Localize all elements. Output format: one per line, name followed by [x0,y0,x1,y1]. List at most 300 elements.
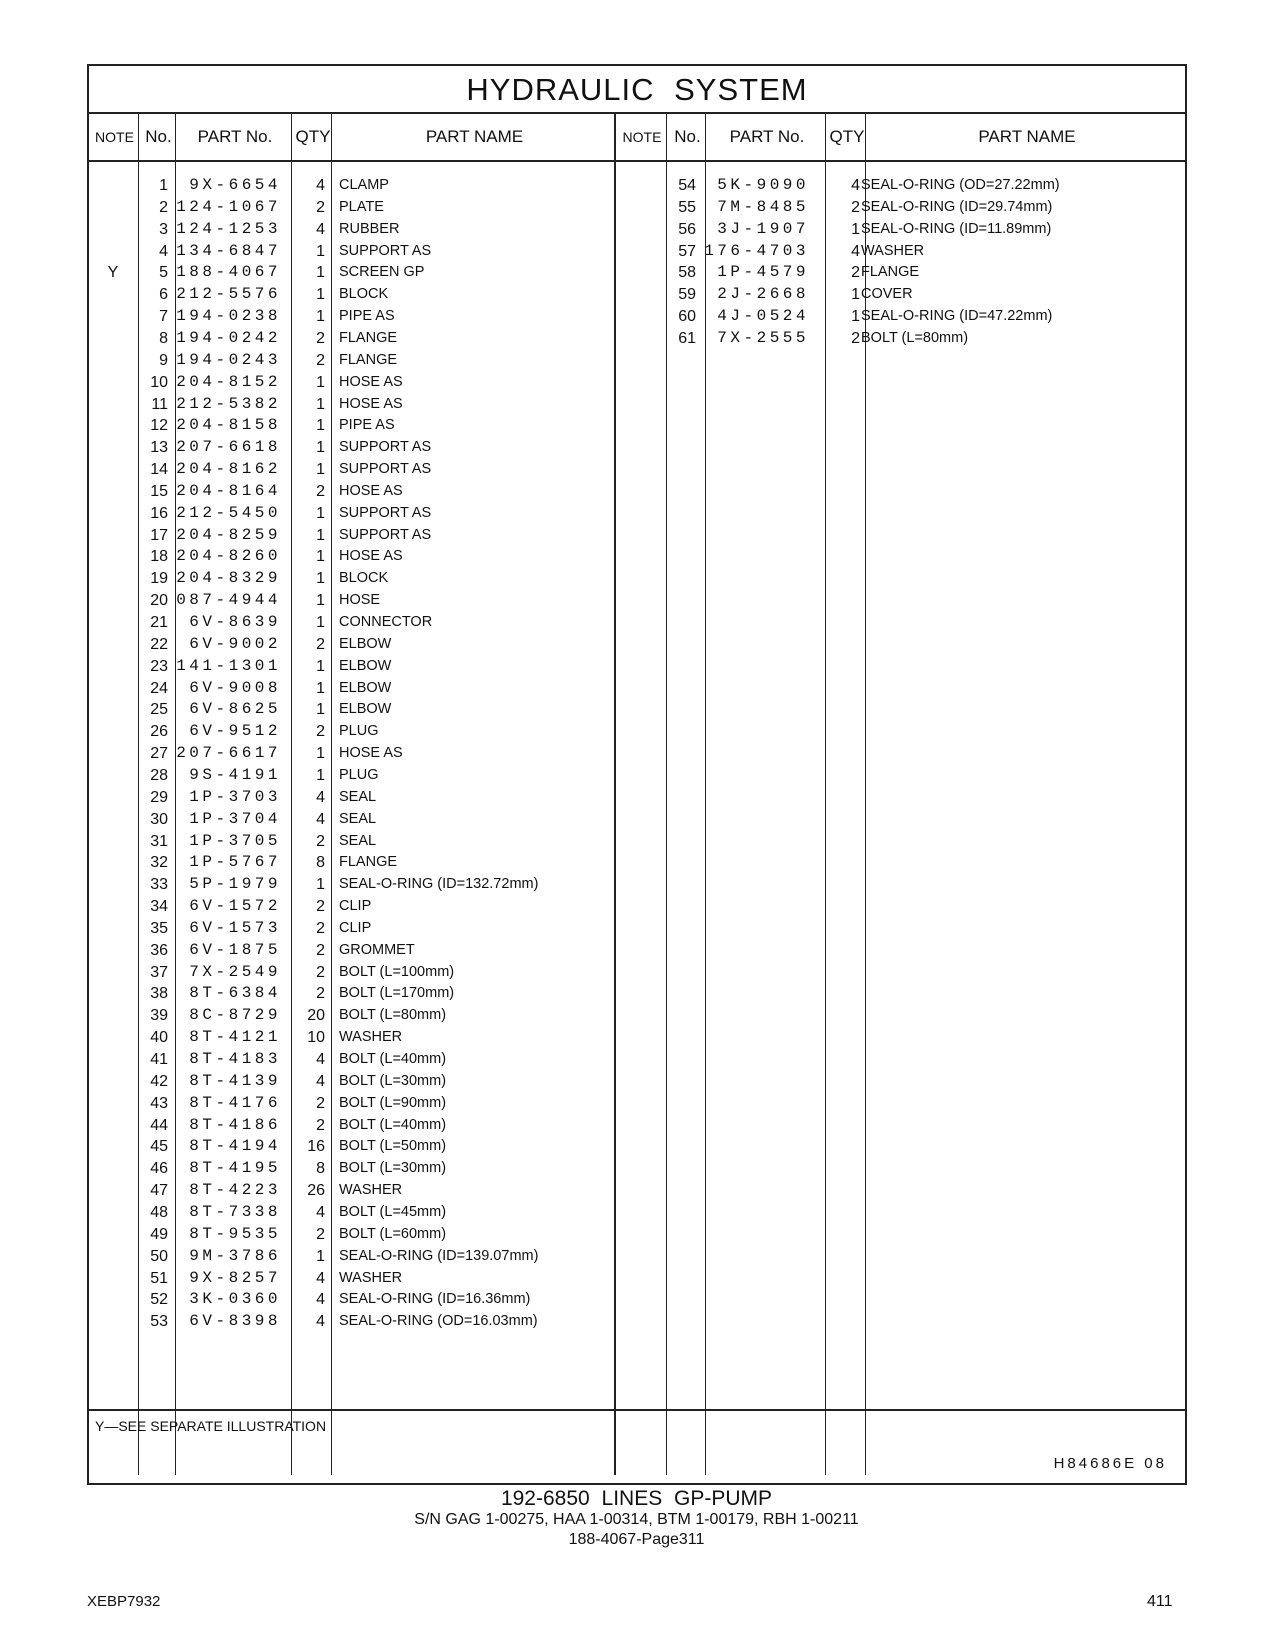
row-quantity: 1 [851,220,860,238]
row-quantity: 26 [307,1182,325,1200]
row-note [93,1092,133,1115]
row-item-number: 43 [150,1094,168,1112]
row-note [621,283,661,306]
row-part-number: 8T-4176 [189,1093,281,1112]
row-item-number: 16 [150,504,168,522]
row-part-name: GROMMET [339,941,415,958]
table-row [89,655,1185,678]
table-row [89,1157,1185,1180]
header-name-right: PART NAME [978,127,1076,146]
row-note [93,917,133,940]
table-row [89,1070,1185,1093]
row-quantity: 4 [316,1051,325,1068]
row-part-name: BOLT (L=40mm) [339,1051,447,1067]
row-quantity: 2 [316,985,325,1003]
row-item-number: 7 [159,308,168,326]
table-row [89,327,1185,350]
row-note [93,961,133,984]
row-item-number: 36 [150,941,168,959]
row-item-number: 13 [150,439,168,457]
row-item-number: 52 [150,1291,168,1309]
row-item-number: 39 [150,1007,168,1025]
row-item-number: 55 [678,198,696,216]
table-row [89,480,1185,503]
row-note [93,1201,133,1224]
row-note [93,1179,133,1202]
row-part-name: BLOCK [339,286,389,303]
row-item-number: 35 [150,919,168,937]
row-part-name: CLIP [339,898,372,915]
row-item-number: 21 [150,614,168,631]
row-part-number: 9X-6654 [189,176,281,194]
table-row [89,1201,1185,1224]
row-part-number: 212-5382 [176,394,281,413]
row-item-number: 56 [678,220,696,238]
row-part-name: SUPPORT AS [339,504,432,521]
row-quantity: 4 [316,810,325,828]
row-part-name: WASHER [339,1029,403,1046]
row-quantity: 1 [316,395,325,413]
row-part-name: SEAL [339,832,377,849]
row-part-name: COVER [861,286,913,303]
table-row [89,1114,1185,1137]
row-quantity: 1 [316,766,325,784]
table-row [89,240,1185,263]
row-note [93,1114,133,1137]
row-note [93,545,133,568]
row-part-name: CONNECTOR [339,614,433,630]
row-quantity: 1 [316,701,325,719]
row-note [93,698,133,721]
row-part-name: WASHER [861,242,925,259]
table-row [89,371,1185,394]
row-note [93,830,133,853]
row-item-number: 38 [150,985,168,1003]
row-part-number: 8C-8729 [189,1006,281,1025]
row-item-number: 49 [150,1225,168,1243]
row-item-number: 53 [150,1313,168,1331]
row-quantity: 2 [316,941,325,959]
row-item-number: 51 [150,1269,168,1287]
table-row [89,611,1185,634]
row-part-number: 6V-8398 [189,1312,281,1331]
row-part-name: BOLT (L=80mm) [339,1007,447,1024]
row-note [621,196,661,219]
table-row [89,1092,1185,1115]
table-row [89,742,1185,765]
row-note [93,786,133,809]
table-title: HYDRAULIC SYSTEM [89,66,1185,114]
row-note [93,611,133,634]
table-row [89,720,1185,743]
row-item-number: 60 [678,308,696,326]
table-row [89,830,1185,853]
row-note [93,1135,133,1158]
row-part-name: SEAL-O-RING (OD=27.22mm) [861,177,1060,193]
row-item-number: 9 [159,351,168,369]
row-note: Y [107,264,119,282]
row-item-number: 42 [150,1072,168,1090]
row-part-number: 8T-9535 [189,1224,281,1243]
row-item-number: 61 [678,329,696,347]
row-part-number: 087-4944 [176,591,281,610]
row-item-number: 19 [150,570,168,588]
row-part-number: 8T-4186 [189,1115,281,1134]
table-row [89,698,1185,721]
row-part-name: RUBBER [339,220,400,237]
row-item-number: 54 [678,177,696,194]
row-item-number: 14 [150,461,168,479]
row-part-name: PLUG [339,766,379,783]
table-row [89,545,1185,568]
row-item-number: 47 [150,1182,168,1200]
row-quantity: 4 [316,220,325,238]
row-note [93,1223,133,1246]
header-part-right: PART No. [729,127,805,146]
page-number: 411 [1147,1593,1173,1610]
row-quantity: 10 [307,1029,325,1047]
row-quantity: 8 [316,854,325,872]
row-part-name: HOSE AS [339,482,403,499]
table-row [89,458,1185,481]
row-quantity: 2 [316,723,325,741]
row-item-number: 32 [150,854,168,872]
table-row [89,349,1185,372]
row-item-number: 45 [150,1138,168,1156]
row-part-name: SEAL [339,788,377,805]
row-note [93,349,133,372]
row-quantity: 1 [316,679,325,697]
row-part-name: SCREEN GP [339,264,425,281]
row-part-name: SUPPORT AS [339,461,432,478]
row-part-name: HOSE AS [339,745,403,762]
row-part-name: ELBOW [339,635,392,652]
row-note [93,524,133,547]
row-part-number: 141-1301 [176,656,281,675]
row-note [93,808,133,831]
row-item-number: 31 [150,832,168,850]
row-part-number: 6V-8625 [189,700,281,719]
row-part-name: BOLT (L=50mm) [339,1138,447,1155]
row-quantity: 4 [316,177,325,194]
row-quantity: 1 [316,1247,325,1265]
row-quantity: 2 [316,198,325,216]
row-part-number: 8T-4183 [189,1050,281,1068]
row-note [93,458,133,481]
row-item-number: 22 [150,635,168,653]
row-part-number: 207-6618 [176,438,281,457]
page-reference: 188-4067-Page311 [568,1531,705,1548]
row-part-name: PLATE [339,198,384,215]
row-part-name: FLANGE [339,329,398,346]
group-caption: 192-6850 LINES GP-PUMP [500,1487,773,1510]
row-item-number: 1 [159,177,168,194]
row-note [93,895,133,918]
row-quantity: 1 [316,592,325,610]
row-part-number: 204-8164 [176,481,281,500]
row-part-number: 212-5450 [176,503,281,522]
row-item-number: 41 [150,1051,168,1068]
row-part-name: WASHER [339,1182,403,1199]
row-note [93,851,133,874]
row-part-number: 1P-4579 [717,263,809,282]
row-item-number: 8 [159,329,168,347]
row-item-number: 46 [150,1160,168,1178]
row-part-number: 3K-0360 [189,1290,281,1309]
row-note [93,677,133,700]
table-row [89,786,1185,809]
row-note [93,742,133,765]
row-quantity: 2 [316,351,325,369]
row-part-number: 212-5576 [176,285,281,304]
row-note [621,305,661,328]
row-item-number: 48 [150,1203,168,1221]
row-part-number: 194-0242 [176,328,281,347]
row-note [621,240,661,263]
table-row [89,524,1185,547]
row-part-number: 6V-9002 [189,634,281,653]
row-item-number: 25 [150,701,168,719]
row-part-number: 9M-3786 [189,1246,281,1265]
row-item-number: 33 [150,876,168,894]
row-item-number: 28 [150,766,168,784]
table-row [89,1048,1185,1071]
header-qty-left: QTY [295,127,331,146]
header-qty-right: QTY [829,127,865,146]
row-part-number: 8T-4121 [189,1028,281,1047]
row-note [93,764,133,787]
row-quantity: 16 [307,1138,325,1156]
row-part-number: 6V-9008 [189,678,281,697]
row-part-name: BOLT (L=170mm) [339,985,455,1002]
row-part-name: SEAL-O-RING (OD=16.03mm) [339,1313,538,1330]
row-part-number: 5P-1979 [189,875,281,894]
row-item-number: 18 [150,548,168,566]
row-quantity: 4 [316,1203,325,1221]
row-quantity: 4 [316,1313,325,1331]
row-quantity: 1 [316,286,325,304]
row-quantity: 1 [851,308,860,326]
row-item-number: 5 [159,264,168,282]
row-part-name: SUPPORT AS [339,242,432,259]
row-item-number: 44 [150,1116,168,1134]
row-part-name: ELBOW [339,701,392,718]
header-part-left: PART No. [197,127,273,146]
row-quantity: 4 [316,1269,325,1287]
row-part-number: 1P-3703 [189,787,281,806]
row-part-name: PIPE AS [339,417,395,434]
table-row [89,961,1185,984]
row-quantity: 4 [316,1072,325,1090]
row-note [93,1048,133,1071]
row-note [621,218,661,241]
row-quantity: 1 [851,286,860,304]
table-row [89,808,1185,831]
row-item-number: 4 [159,242,168,260]
row-quantity: 2 [316,1225,325,1243]
row-item-number: 10 [150,373,168,391]
row-part-number: 1P-5767 [189,853,281,872]
row-quantity: 4 [851,177,860,194]
row-item-number: 59 [678,286,696,304]
row-quantity: 1 [316,657,325,675]
table-row [89,393,1185,416]
row-quantity: 2 [316,329,325,347]
row-part-name: WASHER [339,1269,403,1286]
table-row [89,982,1185,1005]
row-part-number: 6V-9512 [189,722,281,741]
parts-table-frame [87,64,1187,1485]
row-quantity: 2 [851,264,860,282]
row-part-name: CLIP [339,919,372,936]
row-part-name: CLAMP [339,177,389,193]
header-no-right: No. [674,127,701,146]
table-row [89,917,1185,940]
table-header [89,114,1185,162]
row-part-number: 7X-2555 [717,328,809,347]
row-quantity: 1 [316,373,325,391]
table-row [89,873,1185,896]
row-part-number: 204-8329 [176,569,281,588]
table-row [89,305,1185,328]
row-note [93,655,133,678]
row-part-name: FLANGE [339,854,398,871]
row-quantity: 4 [316,1291,325,1309]
footer-separator [89,1409,1185,1411]
row-part-name: PIPE AS [339,308,395,325]
row-note [93,1288,133,1311]
row-part-number: 6V-1572 [189,897,281,916]
row-quantity: 1 [316,876,325,894]
row-part-name: BOLT (L=80mm) [861,329,969,346]
row-quantity: 2 [316,1094,325,1112]
row-item-number: 58 [678,264,696,282]
row-part-number: 6V-8639 [189,613,281,631]
row-note [93,1245,133,1268]
row-part-number: 207-6617 [176,744,281,763]
row-quantity: 2 [851,198,860,216]
row-part-number: 8T-4139 [189,1071,281,1090]
row-part-number: 176-4703 [704,241,809,260]
header-note-right: NOTE [622,129,662,145]
row-quantity: 1 [316,614,325,631]
row-quantity: 1 [316,242,325,260]
row-note [93,633,133,656]
note-legend: Y—SEE SEPARATE ILLUSTRATION [95,1418,327,1434]
row-quantity: 2 [316,635,325,653]
row-item-number: 29 [150,788,168,806]
row-part-number: 9X-8257 [189,1268,281,1287]
table-row [89,851,1185,874]
table-row [89,1026,1185,1049]
table-row [89,436,1185,459]
table-row [89,218,1185,241]
table-row [89,633,1185,656]
row-note [93,1157,133,1180]
row-part-number: 1P-3704 [189,809,281,828]
row-part-name: BOLT (L=45mm) [339,1203,447,1220]
row-part-number: 6V-1573 [189,918,281,937]
row-quantity: 1 [316,504,325,522]
row-quantity: 20 [307,1007,325,1025]
row-item-number: 6 [159,286,168,304]
row-part-number: 194-0243 [176,350,281,369]
row-part-number: 204-8158 [176,416,281,435]
row-part-name: FLANGE [861,264,920,281]
row-part-name: BOLT (L=30mm) [339,1072,447,1089]
row-part-number: 8T-7338 [189,1202,281,1221]
row-note [93,720,133,743]
row-quantity: 2 [316,482,325,500]
row-note [621,174,661,197]
row-part-name: BOLT (L=30mm) [339,1160,447,1177]
row-note [93,1004,133,1027]
row-part-name: SEAL-O-RING (ID=47.22mm) [861,308,1053,325]
row-part-name: BLOCK [339,570,389,587]
row-note [93,1070,133,1093]
table-row [89,1179,1185,1202]
table-row [89,174,1185,197]
row-part-number: 188-4067 [176,263,281,282]
table-row [89,414,1185,437]
row-part-number: 7M-8485 [717,197,809,216]
row-part-name: SEAL-O-RING (ID=16.36mm) [339,1291,531,1308]
row-part-name: BOLT (L=40mm) [339,1116,447,1133]
row-note [93,589,133,612]
table-row [89,1245,1185,1268]
row-quantity: 1 [316,570,325,588]
table-row [89,589,1185,612]
row-part-number: 5K-9090 [717,176,809,194]
row-part-number: 6V-1875 [189,940,281,959]
row-item-number: 30 [150,810,168,828]
row-note [93,982,133,1005]
row-part-number: 1P-3705 [189,831,281,850]
header-no-left: No. [145,127,172,146]
row-item-number: 2 [159,198,168,216]
row-part-number: 7X-2549 [189,962,281,981]
row-note [93,1310,133,1333]
row-item-number: 12 [150,417,168,435]
header-name-left: PART NAME [425,127,524,146]
row-part-number: 8T-4223 [189,1181,281,1200]
row-note [93,1267,133,1290]
table-row [89,283,1185,306]
row-part-name: ELBOW [339,657,392,674]
row-part-number: 8T-6384 [189,984,281,1003]
row-note [93,436,133,459]
row-note [93,502,133,525]
row-note [93,371,133,394]
table-row [89,895,1185,918]
row-part-name: HOSE AS [339,395,403,412]
table-row [89,939,1185,962]
row-part-number: 2J-2668 [717,285,809,304]
row-note [93,480,133,503]
row-quantity: 1 [316,745,325,763]
document-id: XEBP7932 [87,1593,161,1610]
row-quantity: 1 [316,439,325,457]
row-part-name: SEAL-O-RING (ID=29.74mm) [861,198,1053,215]
row-item-number: 57 [678,242,696,260]
row-item-number: 20 [150,592,168,610]
row-part-name: FLANGE [339,351,398,368]
row-part-name: BOLT (L=60mm) [339,1225,447,1242]
row-item-number: 17 [150,526,168,544]
row-note [93,393,133,416]
row-item-number: 27 [150,745,168,763]
table-row [89,261,1185,284]
